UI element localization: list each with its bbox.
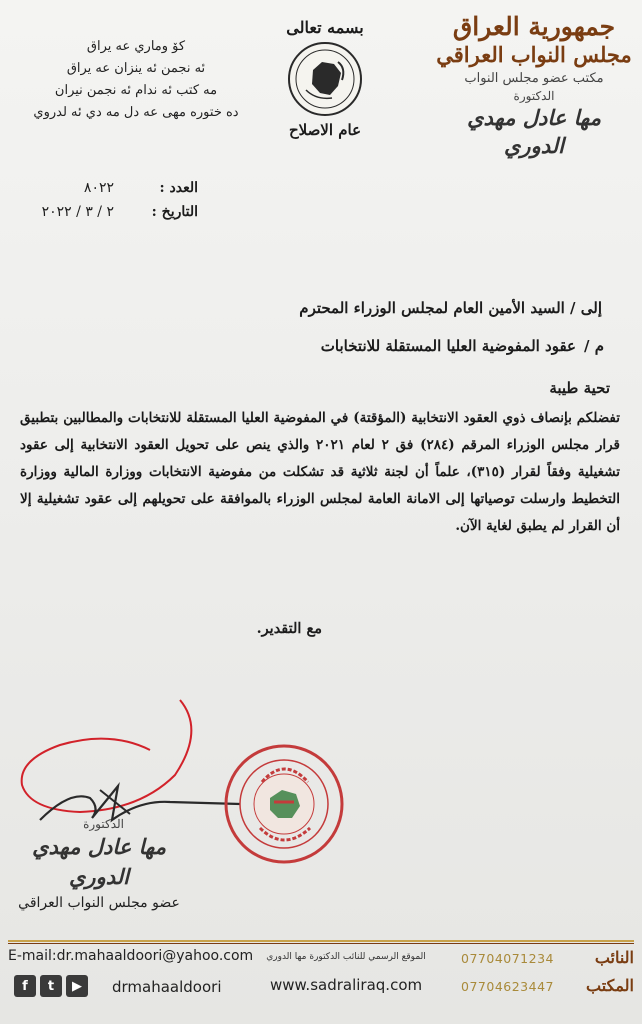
signature-role: عضو مجلس النواب العراقي: [18, 895, 180, 911]
signature-name: مها عادل مهدي الدوري: [32, 834, 166, 889]
kurdish-line: مه كتب ئه ندام ئه نجمن نيران: [54, 83, 218, 98]
kurdish-line: ئه نجمن ئه ينزان عه يراق: [66, 61, 206, 76]
letter-paragraph: تفضلكم بإنصاف ذوي العقود الانتخابية (المؤقتة) في المفوضية العليا المستقلة للانتخابات والمطالبين بتطبيق قرار مجلس الوزراء المرقم (٢٨٤) فق ٢ لعام ٢٠٢١ والذي ينص على تحويل العقود الانتخابية إلى عقود تشغيلية وفقاً لقرار (٣١٥)، علماً أن لجنة ثلاثية قد تشكلت من مفوضية الانتخابات ووزارة المالية ووزارة التخطيط وارسلت توصياتها إلى الامانة العامة لمجلس الوزراء بالموافقة على تحويلهم إلى عقود تشغيلية إلا أن القرار لم يطبق لغاية الآن.: [20, 410, 620, 534]
number-label: العدد :: [159, 180, 198, 196]
member-name: مها عادل مهدي الدوري: [467, 105, 601, 158]
footer-office-phone-row: [446, 976, 638, 995]
reference-date-row: [18, 204, 198, 228]
subject-label: م /: [584, 337, 604, 355]
mp-phone: 07704071234: [461, 951, 554, 966]
reference-number-row: [18, 180, 198, 204]
letterhead-logo: [270, 18, 380, 140]
number-value: ٨٠٢٢: [83, 180, 114, 196]
footer-divider: [8, 940, 634, 942]
government-title: جمهورية العراق: [452, 12, 616, 41]
kurdish-line: كۆ وماري عه يراق: [86, 39, 186, 54]
basmala: بسمه تعالى: [286, 18, 364, 37]
footer-handle: drmahaaldoori: [112, 978, 222, 996]
signature-title: الدكتورة: [83, 817, 124, 831]
subject-text: عقود المفوضية العليا المستقلة للانتخابات: [320, 337, 576, 355]
facebook-icon: f: [14, 975, 36, 997]
doctor-title: الدكتورة: [513, 89, 555, 103]
letterhead-kurdish: [20, 36, 252, 124]
date-label: التاريخ :: [151, 204, 198, 220]
reference-block: [18, 180, 198, 228]
signature-block: [14, 816, 184, 914]
party-emblem-icon: [286, 40, 364, 118]
footer-mp-phone-row: [446, 948, 638, 967]
kurdish-line: ده ختوره مهى عه دل مه دي ئه لدروي: [33, 105, 239, 120]
youtube-icon: ▶: [66, 975, 88, 997]
footer-website: www.sadraliraq.com: [270, 976, 423, 994]
office-phone: 07704623447: [461, 979, 554, 994]
member-office: مكتب عضو مجلس النواب: [464, 71, 604, 86]
footer-email: E-mail:dr.mahaaldoori@yahoo.com: [8, 948, 254, 964]
party-name: عام الاصلاح: [288, 121, 362, 139]
letterhead-arabic: [434, 12, 634, 160]
official-stamp-icon: [222, 742, 346, 866]
closing: مع التقدير.: [256, 620, 322, 637]
footer-divider-thin: [8, 943, 634, 944]
greeting: تحية طيبة: [549, 379, 610, 397]
mp-label: النائب: [594, 948, 634, 967]
council-title: مجلس النواب العراقي: [436, 42, 632, 67]
twitter-icon: t: [40, 975, 62, 997]
subject-line: [104, 334, 604, 358]
date-value: ٢ / ٣ / ٢٠٢٢: [41, 204, 114, 220]
footer-social-icons: [14, 975, 88, 997]
footer-official-site-label: الموقع الرسمي للنائب الدكتورة مها الدوري: [266, 952, 426, 962]
office-label: المكتب: [586, 976, 634, 995]
addressee: إلى / السيد الأمين العام لمجلس الوزراء المحترم: [299, 299, 602, 317]
